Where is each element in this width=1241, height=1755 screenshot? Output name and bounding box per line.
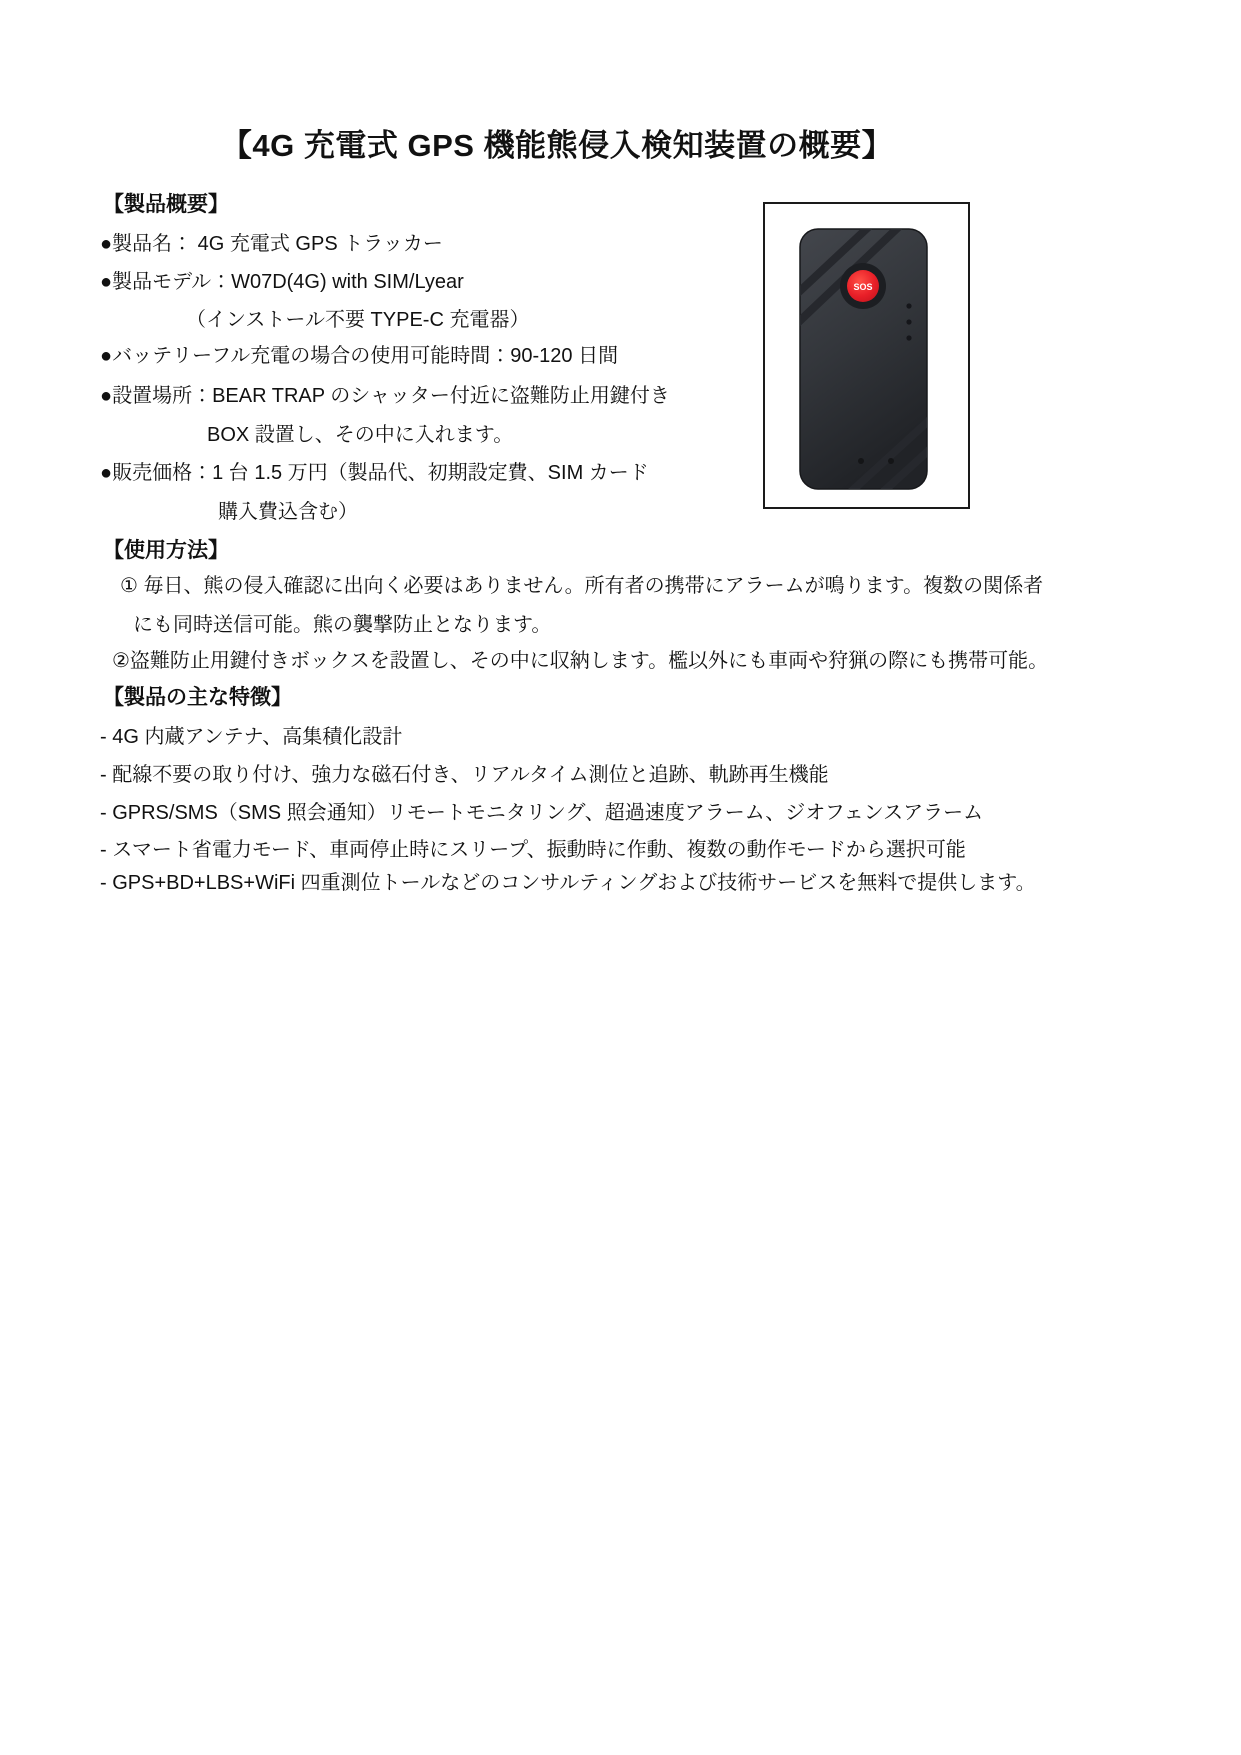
product-photo-frame — [763, 202, 970, 509]
sos-button-label: SOS — [853, 282, 873, 292]
usage-step2-line: ②盗難防止用鍵付きボックスを設置し、その中に収納します。檻以外にも車両や狩猟の際にも携帯可能。 — [112, 650, 1049, 672]
feature-item: - スマート省電力モード、車両停止時にスリープ、振動時に作動、複数の動作モードから選択可能 — [100, 839, 966, 861]
section-heading-product-overview: 【製品概要】 — [103, 193, 229, 216]
battery-life-line: ●バッテリーフル充電の場合の使用可能時間：90-120 日間 — [100, 345, 619, 367]
section-heading-features: 【製品の主な特徴】 — [103, 686, 292, 709]
usage-step1-line-2: にも同時送信可能。熊の襲撃防止となります。 — [133, 614, 552, 636]
installation-place-line-2: BOX 設置し、その中に入れます。 — [207, 424, 514, 446]
usage-step1-line-1: ① 毎日、熊の侵入確認に出向く必要はありません。所有者の携帯にアラームが鳴ります。複数の関係者 — [120, 575, 1044, 597]
product-model-line: ●製品モデル：W07D(4G) with SIM/Lyear — [100, 271, 464, 293]
price-line-1: ●販売価格：1 台 1.5 万円（製品代、初期設定費、SIM カード — [100, 462, 649, 484]
feature-item: - GPS+BD+LBS+WiFi 四重測位トールなどのコンサルティングおよび技術サービスを無料で提供します。 — [100, 872, 1036, 894]
product-name-line: ●製品名： 4G 充電式 GPS トラッカー — [100, 233, 443, 255]
feature-item: - 4G 内蔵アンテナ、高集積化設計 — [100, 726, 403, 748]
feature-item: - GPRS/SMS（SMS 照会通知）リモートモニタリング、超過速度アラーム、ジオフェンスアラーム — [100, 802, 984, 824]
feature-item: - 配線不要の取り付け、強力な磁石付き、リアルタイム測位と追跡、軌跡再生機能 — [100, 764, 829, 786]
product-model-note-line: （インストール不要 TYPE-C 充電器） — [186, 309, 530, 331]
gps-tracker-device-image — [765, 204, 968, 507]
section-heading-usage: 【使用方法】 — [103, 539, 229, 562]
price-line-2: 購入費込含む） — [218, 501, 358, 523]
installation-place-line-1: ●設置場所：BEAR TRAP のシャッター付近に盗難防止用鍵付き — [100, 385, 670, 407]
page-title: 【4G 充電式 GPS 機能熊侵入検知装置の概要】 — [220, 128, 894, 163]
